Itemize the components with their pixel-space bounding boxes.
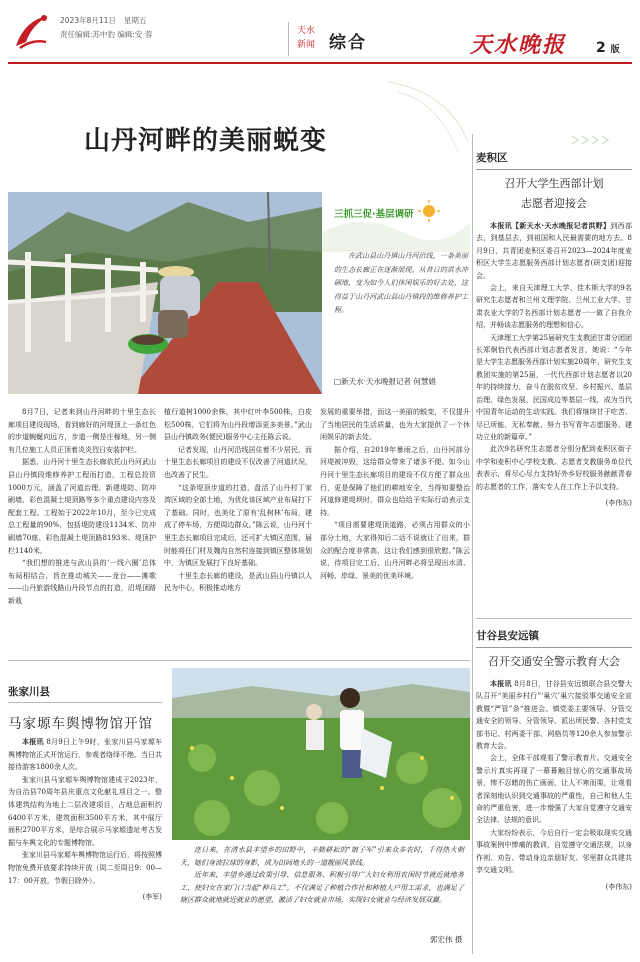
- masthead-rule: [8, 62, 632, 64]
- zjc-lead-in: 本报讯: [22, 738, 44, 746]
- zjc-paragraph: 张家川县马家塬车舆博物馆建成于2023年，为自治县70周年县庆重点文化献礼项目之一。整体建筑结构为地上二层改建项目，占地总面积约6400平方米，建筑面积3500平方米，其中展厅面积2700平方米，是综合展示马家塬遗址考古发掘与车舆文化的专题博物馆。: [8, 775, 162, 847]
- lead-column-1: [8, 406, 156, 608]
- maiji-title-line-1: 召开大学生西部计划: [504, 177, 604, 190]
- lead-paragraph: 记者发现，山丹河沿线居住着不少居民，而十里生态长廊项目的建设不仅改善了河道状况，也改善了民生。: [164, 445, 312, 479]
- caption-paragraph: 近年来，丰望乡通过政策引导、信息服务、积极引导广大妇女利用农闲时节就近就地务工，使妇女在家门口当起“种兵工”，不仅满足了种植合作社和种植大户用工需求，也满足了辖区群众就地就近就业的愿望，激活了妇女就业市场，实现妇女就业与经济发展双赢。: [180, 871, 464, 905]
- issue-editors: 责任编辑:苏中豹 编辑:安 蓉: [60, 30, 153, 39]
- maiji-story: [476, 150, 632, 509]
- lead-paragraph: 据介绍，自2019年暴雨之后，山丹河部分河堤被冲毁，这给群众带来了诸多不便。如今山丹河十里生态长廊项目的建设不仅方便了群众出行，更是保障了他们的耕地安全，当得知要整治河道修建堤坝时，群众也给给予实际行动表示支持。: [320, 445, 470, 517]
- page-suffix: 版: [610, 45, 620, 55]
- issue-date: 2023年8月11日: [60, 16, 116, 25]
- gangu-story: [476, 628, 632, 893]
- page-number: [596, 40, 620, 56]
- section-divider: [476, 618, 632, 619]
- maiji-paragraph: 此次9名研究生志愿者分别分配到麦积区街子中学和麦积中心学校支教。志愿者支教服务单位代表表示，将尽心尽力支持好外乡好校服务献献青春的志愿者的工作，落实专人在工作上予以支持。: [476, 445, 632, 491]
- gangu-title: 召开交通安全警示教育大会: [488, 655, 620, 668]
- sun-icon: [418, 200, 440, 222]
- zjc-author: (李军): [142, 893, 162, 902]
- maiji-lead-in: 本报讯【新天水·天水晚报记者洪野】: [490, 222, 611, 230]
- lead-paragraph: 植行道树1000余株，其中红叶李500株，白皮松500株，它们将为山丹段增添更多美景。”武山县山丹镇政务(便民)服务中心主任陈云说。: [164, 408, 312, 442]
- lead-paragraph: “项目需要建堤顶道路，必须占用群众的小部分土地，大家得知后二话不说就让了出来，群众的配合度非常高，这让我们感到很欣慰。”陈云说，待项目完工后，山丹河畔必将呈现出水清、河畅、岸绿、景美的优美环境。: [320, 521, 470, 580]
- zjc-paragraph: 8月9日上午9时，张家川县马家塬车舆博物馆正式开馆运行，参观者络绎不绝。当日共接待游客1800余人次。: [8, 738, 162, 772]
- lead-paragraph: 据悉，山丹河十里生态长廊依托山丹河武山县山丹镇段维修养护工程而打造，工程总投资1000万元，涵盖了河道治理、新建堤防、防冲刷墙、彩色混凝土堤顶路等多个重点建设内容及配套工程。工程始于2022年10月，至今已完成总工程量的90%，包括堤防建设1134米、防冲刷墙70座、彩色混凝土堤顶路8193米、堤顶护栏1140米。: [8, 458, 156, 555]
- zjc-title: 马家塬车舆博物馆开馆: [8, 716, 153, 732]
- lead-column-3: [320, 406, 470, 582]
- zjc-section: 张家川县: [8, 686, 50, 698]
- lead-photo-image: [8, 192, 322, 394]
- gangu-section: 甘谷县安远镇: [476, 628, 632, 648]
- lead-intro: 在武山县山丹镇山丹河沿线，一条美丽的生态长廊正在逐渐展现。从昔日的洪水冲刷地，变为如今人们休闲娱乐的好去处，这得益于山丹河武山县山丹镇段的维修养护工程。: [334, 252, 468, 314]
- lead-column-2: [164, 406, 312, 595]
- masthead: [0, 0, 640, 64]
- lead-paragraph: 8月7日，记者来到山丹河畔的十里生态长廊项目建设现场，看到廊好的河堤顶上一条红色的步道蜿蜒向远方，步道一侧是庄稼地，另一侧有几位施工人员正顶着炎炎烈日安装护栏。: [8, 408, 156, 454]
- section-divider: [8, 660, 470, 661]
- gangu-author: (李伟东): [605, 882, 632, 891]
- maiji-author: (李伟东): [605, 498, 632, 507]
- lead-paragraph: “这条堤顶步道的打造，盘活了山丹村丁家湾区域的全部土地，为优化该区域产业布局打下了基础。同时，也美化了原有‘乱树林’布局，建成了停车场，方便周边群众。”陈云说，山丹河十里生态长廊项目完成后，还可扩大镇区范围，届时能将任门村及魏沟自然村连接到镇区整体规划中，为镇区发展打下良好基础。: [164, 483, 312, 568]
- gangu-paragraph: 会上，全体干部观看了警示教育片。交通安全警示片真实再现了一幕幕触目惊心的交通事故场景，惨不忍睹的伤亡画面，让人不寒而栗，让观看者深刻地认识到交通事故的严重性，自己和他人生命的严重危害，进一步增强了大家自觉遵守交通安全法律、法规的意识。: [476, 754, 632, 825]
- chevron-decoration-icon: [570, 134, 630, 146]
- bottom-photo-credit: 郭宏伟 摄: [430, 935, 463, 944]
- maiji-paragraph: 到西部去，到基层去，到祖国和人民最需要的地方去。8月9日，共青团麦积区委召开2023—2024年度麦积区大学生志愿服务西部计划志愿者(研支团)迎接会。: [476, 222, 632, 280]
- maiji-body: [476, 220, 632, 509]
- column-divider: [472, 134, 473, 954]
- series-badge: [330, 200, 440, 230]
- paper-name: 天水晚报: [470, 32, 567, 58]
- gangu-paragraph: 大家纷纷表示，今后自行一定会吸取现实交通事故案例中惨痛的教训，自觉遵守交通法规，以身作则、劝告、带动身边亲朋好友、邻里群众共建共享交通文明。: [476, 828, 632, 875]
- maiji-paragraph: 天津理工大学第25届研究生支教团甘肃分团团长郑炯恰代表西部计划志愿者发言，她说：“今年是大学生志愿服务西部计划实施20周年，研究生支教团实施的第25届，一代代西部计划志愿者以20年的持续接力，奋斗在脱贫攻坚、乡村振兴、基层治理、绿色发展、民国成边等基层一线，成为当代中国青年运动的生动实践。我们将继续甘于吃苦、尽已所能、无私奉献、努力书写青年志愿服务、建功立业的新篇章。”: [476, 333, 632, 441]
- caption-paragraph: 连日来，在清水县丰望乡的田野中，辛勤耕耘的“娘子军”引来众多农时，千得热火朝天，她们身波拉球的身影，成为田间地头的一道靓丽风景线。: [180, 846, 464, 867]
- lead-info-box: [322, 192, 470, 394]
- maiji-paragraph: 会上，来自天津理工大学、佳木斯大学的9名研究生志愿者和兰州文理学院、兰州工业大学、甘肃农业大学的7名西部计划志愿者一一做了自我介绍，并畅谈志愿服务的理想和信心。: [476, 284, 632, 330]
- lead-paragraph: 十里生态长廊的建设，是武山县山丹镇以人民为中心，积极推动地方: [164, 571, 312, 593]
- gangu-body: [476, 678, 632, 893]
- lead-paragraph: “我们想的推进与武山县的‘一线六圈’总体布局相结合，旨在推动城关——龙台——滩歌——山丹旅游线路山丹段节点的打造，沿堤顶路新栽: [8, 559, 156, 605]
- section-name: 综合: [329, 33, 367, 53]
- gangu-paragraph: 8月8日，甘谷县安远镇联合县交警大队召开“美丽乡村行”‘巢穴’巢穴接驳事交通安全宣教暨“严管”条“推进会。镇党委主要领导、分管交通安全的领导、分管领导、派出所民警、各村党支部书记、村两委干部、网格员等120余人参加警示教育大会。: [476, 680, 632, 751]
- lead-photo: [8, 192, 322, 394]
- lead-credit: □新天水·天水晚报记者 何慧娟: [334, 377, 436, 386]
- section-label: [288, 22, 388, 56]
- bottom-photo-caption: [180, 844, 464, 907]
- bottom-photo: [172, 668, 470, 840]
- bottom-photo-image: [172, 668, 470, 840]
- section-sub-1: 天水: [297, 26, 316, 36]
- zjc-paragraph: 张家川县马家塬车舆博物馆运行后，将按照博物馆免费开放要求持续开放（周二至周日9：00—17：00开放，节假日除外）。: [8, 851, 162, 885]
- page-number-value: 2: [596, 40, 606, 56]
- lead-paragraph: 发展的重要举措，而这一美丽的蜕变，不仅提升了当地居民的生活质量，也为大家提供了一个休闲娱乐的新去处。: [320, 408, 470, 442]
- issue-meta: [60, 14, 154, 42]
- issue-weekday: 星期五: [123, 16, 147, 25]
- maiji-title: [476, 174, 632, 214]
- maiji-section: 麦积区: [476, 150, 632, 170]
- lead-headline: 山丹河畔的美丽蜕变: [84, 126, 328, 156]
- series-badge-label: 三抓三促·基层调研: [334, 209, 414, 220]
- gangu-lead-in: 本报讯: [490, 680, 512, 688]
- maiji-title-line-2: 志愿者迎接会: [521, 197, 587, 210]
- section-underline: [8, 702, 162, 703]
- zjc-body: [8, 736, 162, 904]
- section-sub-2: 新闻: [297, 40, 316, 50]
- crane-logo-icon: [8, 8, 54, 54]
